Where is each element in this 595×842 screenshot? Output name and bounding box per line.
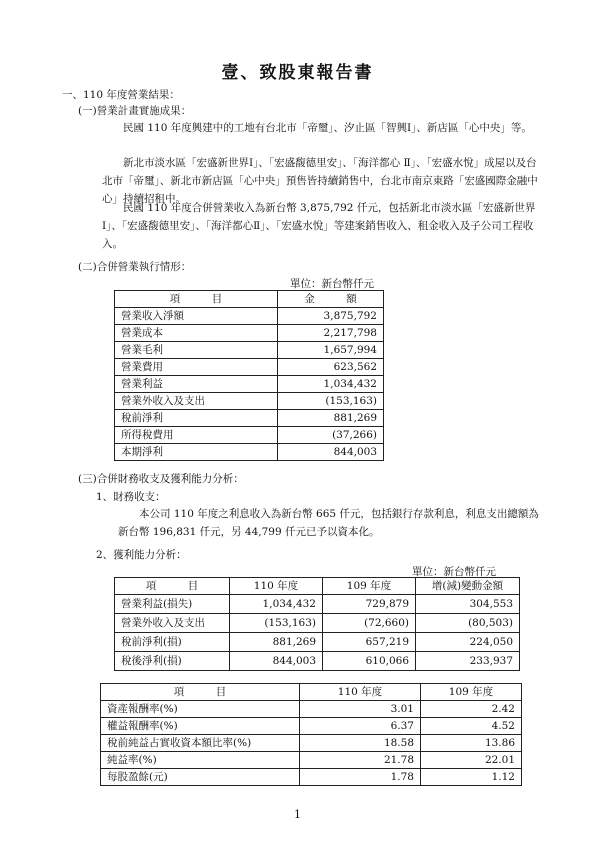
- value-cell: 729,879: [323, 595, 416, 614]
- table-row: [101, 769, 522, 786]
- amount-cell: 2,217,798: [278, 325, 384, 342]
- table-row: [115, 325, 384, 342]
- row-label: 本期淨利: [115, 444, 278, 461]
- row-label: 稅前淨利: [115, 410, 278, 427]
- table-row: [115, 444, 384, 461]
- amount-cell: 844,003: [278, 444, 384, 461]
- column-header: 110 年度: [300, 684, 421, 701]
- value-cell: 610,066: [323, 652, 416, 671]
- value-cell: 1.12: [421, 769, 522, 786]
- financial-summary-paragraph: 本公司 110 年度之利息收入為新台幣 665 仟元，包括銀行存款利息，利息支出總額為新台幣 196,831 仟元，另 44,799 仟元已予以資本化。: [118, 508, 539, 538]
- value-cell: 224,050: [416, 633, 520, 652]
- table-row: [115, 595, 520, 614]
- row-label: 稅前淨利(損): [115, 633, 230, 652]
- amount-cell: 623,562: [278, 359, 384, 376]
- table-row: [115, 342, 384, 359]
- column-header: 109 年度: [421, 684, 522, 701]
- subsection-1-heading: 1、財務收支：: [96, 491, 166, 503]
- table-row: [115, 410, 384, 427]
- amount-cell: (37,266): [278, 427, 384, 444]
- value-cell: 18.58: [300, 735, 421, 752]
- value-cell: 3.01: [300, 701, 421, 718]
- row-label: 營業外收入及支出: [115, 393, 278, 410]
- table-header-row: [115, 578, 520, 595]
- value-cell: 6.37: [300, 718, 421, 735]
- column-header: 項 目: [101, 684, 300, 701]
- amount-cell: 3,875,792: [278, 308, 384, 325]
- table-row: [101, 718, 522, 735]
- table-row: [115, 633, 520, 652]
- table-header-row: [115, 291, 384, 308]
- page-title: 壹、致股東報告書: [221, 63, 374, 83]
- value-cell: (80,503): [416, 614, 520, 633]
- amount-cell: 1,657,994: [278, 342, 384, 359]
- table-row: [101, 752, 522, 769]
- amount-cell: 881,269: [278, 410, 384, 427]
- value-cell: (72,660): [323, 614, 416, 633]
- row-label: 營業收入淨額: [115, 308, 278, 325]
- value-cell: 13.86: [421, 735, 522, 752]
- row-label: 資產報酬率(%): [101, 701, 300, 718]
- operating-results-table: [114, 290, 384, 461]
- table-row: [115, 652, 520, 671]
- column-header: 項 目: [115, 578, 230, 595]
- table-row: [101, 735, 522, 752]
- row-label: 稅後淨利(損): [115, 652, 230, 671]
- column-header: 110 年度: [230, 578, 323, 595]
- table-row: [115, 308, 384, 325]
- value-cell: 2.42: [421, 701, 522, 718]
- table-row: [115, 393, 384, 410]
- row-label: 營業費用: [115, 359, 278, 376]
- value-cell: 304,553: [416, 595, 520, 614]
- value-cell: 233,937: [416, 652, 520, 671]
- section-1b-heading: (二)合併營業執行情形：: [78, 261, 192, 273]
- table-row: [115, 427, 384, 444]
- row-label: 每股盈餘(元): [101, 769, 300, 786]
- value-cell: 22.01: [421, 752, 522, 769]
- amount-cell: (153,163): [278, 393, 384, 410]
- value-cell: 1,034,432: [230, 595, 323, 614]
- section-1-heading: 一、110 年度營業結果：: [62, 89, 180, 101]
- paragraph-1: 民國 110 年度興建中的工地有台北市「帝璽」、汐止區「智興Ⅰ」、新店區「心中央」等。: [123, 122, 532, 134]
- unit-label: 單位：新台幣仟元: [290, 278, 374, 290]
- value-cell: 844,003: [230, 652, 323, 671]
- table-row: [101, 701, 522, 718]
- table-row: [115, 614, 520, 633]
- page-number: 1: [294, 808, 301, 821]
- value-cell: (153,163): [230, 614, 323, 633]
- row-label: 營業成本: [115, 325, 278, 342]
- row-label: 權益報酬率(%): [101, 718, 300, 735]
- table-header-row: [101, 684, 522, 701]
- table-row: [115, 376, 384, 393]
- value-cell: 4.52: [421, 718, 522, 735]
- section-1c-heading: (三)合併財務收支及獲利能力分析：: [78, 473, 244, 485]
- row-label: 營業利益(損失): [115, 595, 230, 614]
- financial-ratios-table: [100, 683, 522, 786]
- row-label: 所得稅費用: [115, 427, 278, 444]
- subsection-2-heading: 2、獲利能力分析：: [96, 549, 187, 561]
- row-label: 營業毛利: [115, 342, 278, 359]
- column-header: 增(減)變動金額: [416, 578, 520, 595]
- paragraph-2: 新北市淡水區「宏盛新世界Ⅰ」、「宏盛馥德里安」、「海洋都心 Ⅱ」、「宏盛水悅」成屋以及台北市「帝璽」、新北市新店區「心中央」預售皆持續銷售中，台北市南京東路「宏盛國際金融中心」持續招租中。: [102, 157, 538, 205]
- profitability-table: [114, 577, 520, 671]
- unit-label: 單位：新台幣仟元: [412, 566, 496, 578]
- column-header: 金 額: [278, 291, 384, 308]
- value-cell: 21.78: [300, 752, 421, 769]
- row-label: 營業外收入及支出: [115, 614, 230, 633]
- table-row: [115, 359, 384, 376]
- column-header: 109 年度: [323, 578, 416, 595]
- amount-cell: 1,034,432: [278, 376, 384, 393]
- row-label: 純益率(%): [101, 752, 300, 769]
- row-label: 營業利益: [115, 376, 278, 393]
- value-cell: 657,219: [323, 633, 416, 652]
- column-header: 項 目: [115, 291, 278, 308]
- value-cell: 881,269: [230, 633, 323, 652]
- section-1a-heading: (一)營業計畫實施成果：: [78, 105, 192, 117]
- value-cell: 1.78: [300, 769, 421, 786]
- row-label: 稅前純益占實收資本額比率(%): [101, 735, 300, 752]
- paragraph-3: 民國 110 年度合併營業收入為新台幣 3,875,792 仟元，包括新北市淡水區「宏盛新世界Ⅰ」、「宏盛馥德里安」、「海洋都心Ⅱ」、「宏盛水悅」等建案銷售收入、租金收入及子公司工程收入。: [102, 202, 536, 250]
